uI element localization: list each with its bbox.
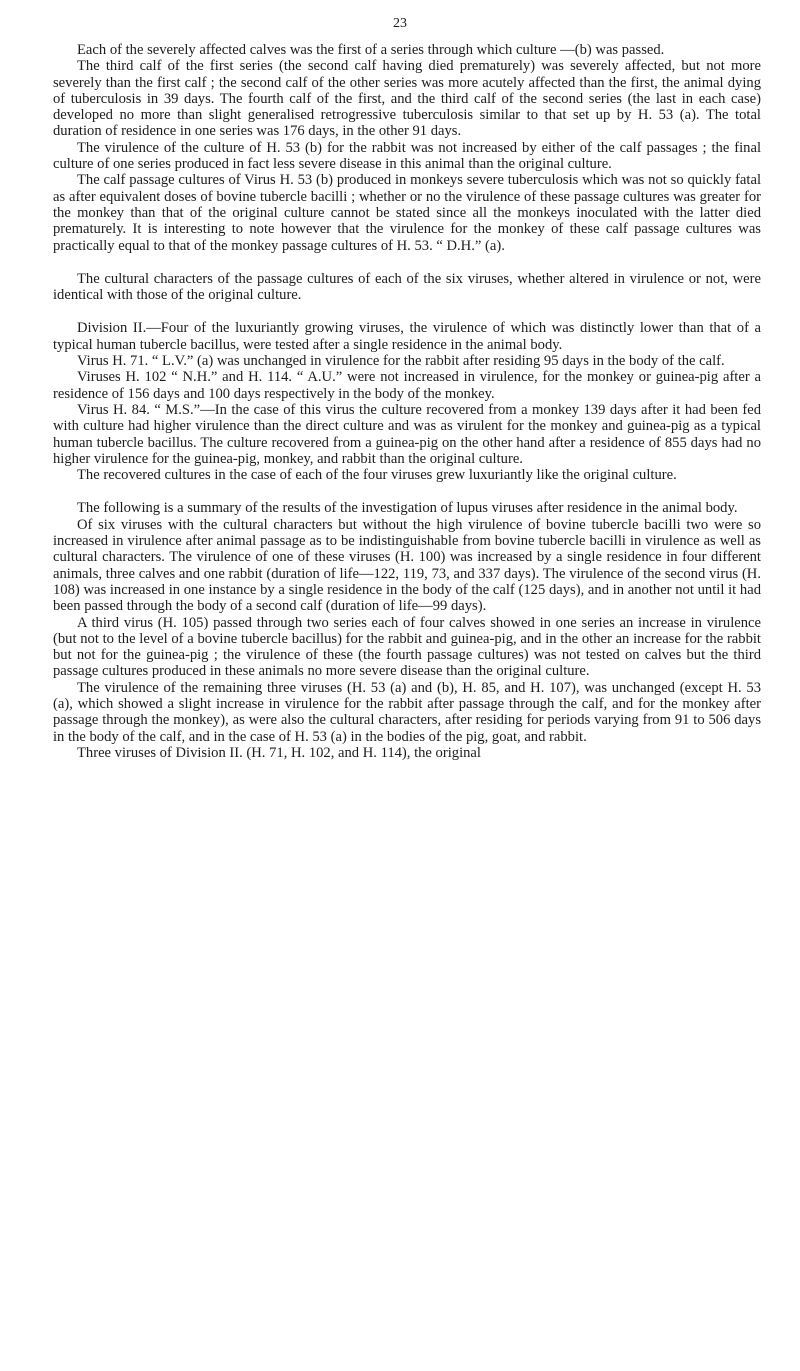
paragraph: Each of the severely affected calves was the first of a series through which culture —(b) was passed. (77, 42, 665, 58)
paragraph: Of six viruses with the cultural characters but without the high virulence of bovine tubercle bacilli two were so increased in virulence after animal passage as to be indistinguishable from bovine tubercle bacilli in virulence as well as cultural characters. The virulence of one of these viruses (H. 100) was increased by a single residence in four different animals, three calves and one rabbit (duration of life—122, 119, 73, and 337 days). The virulence of the second virus (H. 108) was increased in one instance by a single residence in the body of the calf (125 days), and in another not until it had been passed through the body of a second calf (duration of life—99 days). (53, 516, 761, 615)
paragraph: A third virus (H. 105) passed through two series each of four calves showed in one series an increase in virulence (but not to the level of a bovine tubercle bacillus) for the rabbit and guinea-pig, and in the other an increase for the rabbit but not for the guinea-pig ; the virulence of these (the fourth passage cultures) was not tested on calves but the third passage cultures produced in these animals no more severe disease than the original culture. (53, 614, 761, 680)
paragraph: Virus H. 84. “ M.S.”—In the case of this virus the culture recovered from a monkey 139 days after it had been fed with culture had higher virulence than the direct culture and was as virulent for the monkey and guinea-pig as a typical human tubercle bacillus. The culture recovered from a guinea-pig on the other hand after a residence of 855 days had no higher virulence for the guinea-pig, monkey, and rabbit than the original culture. (53, 401, 761, 467)
paragraph: The cultural characters of the passage cultures of each of the six viruses, whether altered in virulence or not, were identical with those of the original culture. (53, 270, 761, 304)
paragraph: Viruses H. 102 “ N.H.” and H. 114. “ A.U.” were not increased in virulence, for the monkey or guinea-pig after a residence of 156 days and 100 days respectively in the body of the monkey. (53, 369, 761, 402)
page-number: 23 (393, 16, 407, 31)
paragraph: The virulence of the culture of H. 53 (b) for the rabbit was not increased by either of the calf passages ; the final culture of one series produced in fact less severe disease in this animal than the original culture. (53, 139, 761, 173)
paragraph: Virus H. 71. “ L.V.” (a) was unchanged in virulence for the rabbit after residing 95 days in the body of the calf. (77, 353, 725, 370)
paragraph: Three viruses of Division II. (H. 71, H. 102, and H. 114), the original (77, 744, 481, 761)
paragraph: The calf passage cultures of Virus H. 53 (b) produced in monkeys severe tuberculosis which was not so quickly fatal as after equivalent doses of bovine tubercle bacilli ; whether or no the virulence of these passage cultures was greater for the monkey than that of the original culture cannot be stated since all the monkeys inoculated with the latter died prematurely. It is interesting to note however that the virulence for the monkey of these calf passage cultures was practically equal to that of the monkey passage cultures of H. 53. “ D.H.” (a). (53, 172, 761, 254)
document-body (53, 42, 761, 761)
paragraph: The virulence of the remaining three viruses (H. 53 (a) and (b), H. 85, and H. 107), was unchanged (except H. 53 (a), which showed a slight increase in virulence for the rabbit after passage through the calf, and for the monkey after passage through the monkey), as were also the cultural characters, after residing for periods varying from 91 to 506 days in the body of the calf, and in the case of H. 53 (a) in the bodies of the pig, goat, and rabbit. (53, 679, 761, 745)
paragraph: The third calf of the first series (the second calf having died prematurely) was severely affected, but not more severely than the first calf ; the second calf of the other series was more acutely affected than the first, the animal dying of tuberculosis in 39 days. The fourth calf of the first, and the third calf of the second series (the last in each case) developed no more than slight generalised retrogressive tuberculosis similar to that set up by H. 53 (a). The total duration of residence in one series was 176 days, in the other 91 days. (53, 58, 761, 140)
paragraph: Division II.—Four of the luxuriantly growing viruses, the virulence of which was distinctly lower than that of a typical human tubercle bacillus, were tested after a single residence in the animal body. (53, 320, 761, 353)
paragraph: The following is a summary of the results of the investigation of lupus viruses after residence in the animal body. (77, 500, 738, 517)
paragraph: The recovered cultures in the case of each of the four viruses grew luxuriantly like the original culture. (77, 467, 677, 484)
